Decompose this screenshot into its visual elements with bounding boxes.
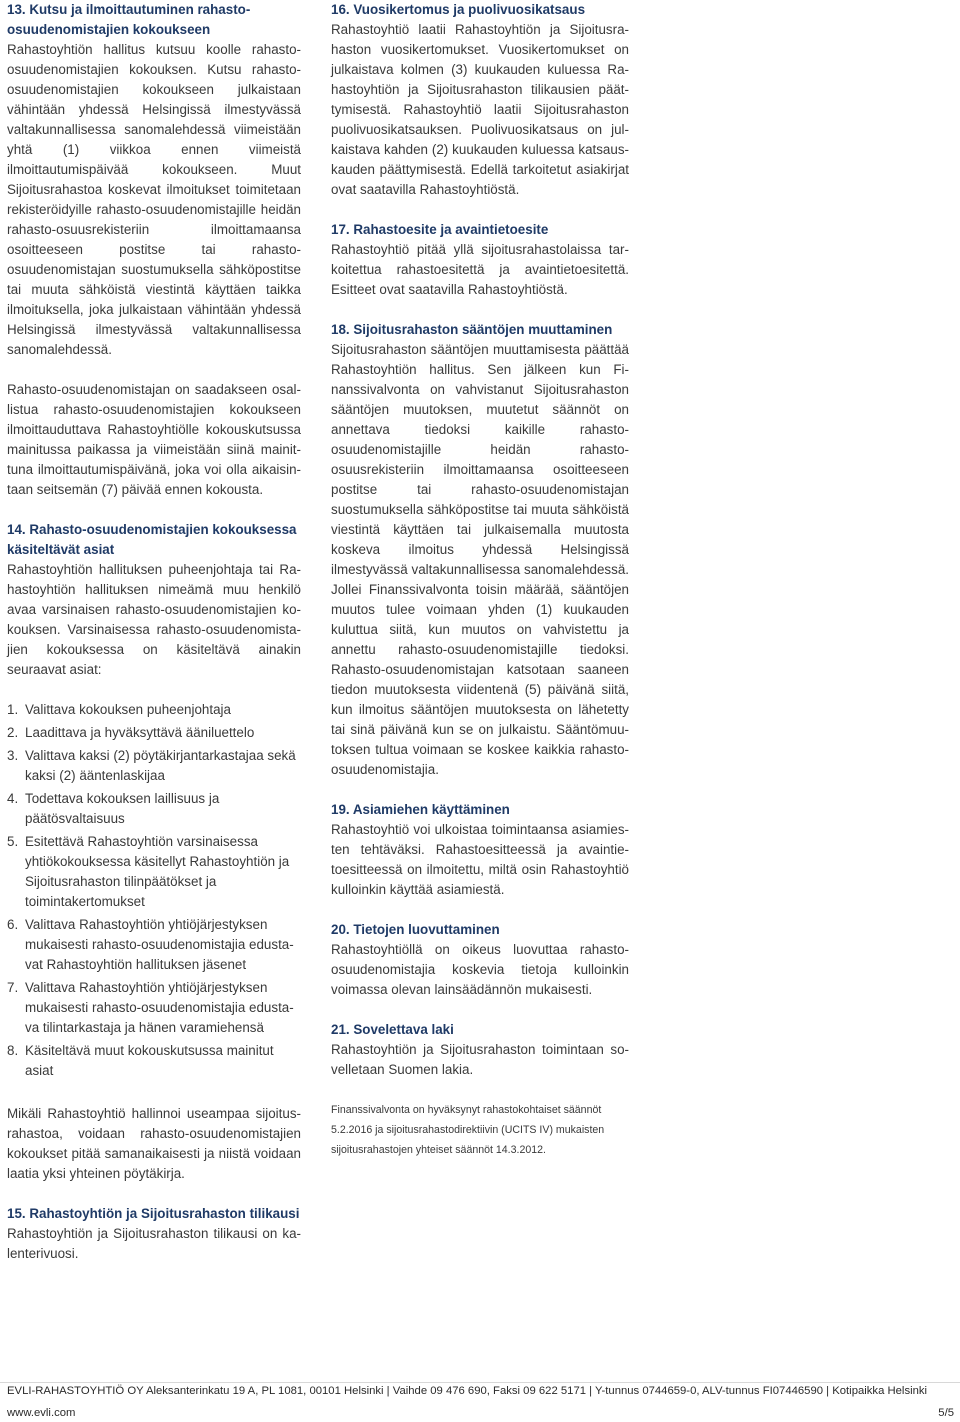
section-14-paragraph-2: Mikäli Rahastoyhtiö hallinnoi useampaa sijoitusrahastoa, voidaan rahasto-osuudenomistajien kokoukset pitää samanaikaisesti ja niistä voidaan laatia yksi yhteinen pöytäkirja. [7,1106,301,1181]
section-14-title: 14. Rahasto-osuudenomistajien kokouksessa käsiteltävät asiat [7,522,297,557]
right-column [331,0,629,1160]
section-13-paragraph-2: Rahasto-osuudenomistajan on saadakseen osallistua rahasto-osuudenomistajien kokoukseen ilmoittauduttava Rahastoyhtiölle kokouskutsussa mainitussa paikassa ja viimeistään siinä mainittuna ilmoittautumispäivänä, joka voi olla aikaisintaan seitsemän (7) päivää ennen kokousta. [7,382,301,497]
section-20-paragraph-1: Rahastoyhtiöllä on oikeus luovuttaa rahasto-osuudenomistajia koskevia tietoja kulloinkin voimassa olevan lainsäädännön mukaisesti. [331,942,629,997]
section-16-title: 16. Vuosikertomus ja puolivuosikatsaus [331,2,586,17]
list-item: 5. Esitettävä Rahastoyhtiön varsinaisessa yhtiökokouksessa käsitellyt Rahastoyhtiön ja Sijoitusrahaston tilinpäätökset ja toimintakertomukset [7,834,290,909]
list-item: 7. Valittava Rahastoyhtiön yhtiöjärjestyksen mukaisesti rahasto-osuudenomistajia edustava tilintarkastaja ja hänen varamiehensä [7,980,294,1035]
section-21-title: 21. Sovelettava laki [331,1022,454,1037]
section-19-paragraph-1: Rahastoyhtiö voi ulkoistaa toimintaansa asiamiesten tehtäväksi. Rahastoesitteessä ja avaintietoesitteessä on ilmoitettu, miltä osin Rahastoyhtiö kulloinkin käyttää asiamiestä. [331,822,629,897]
list-item: 6. Valittava Rahastoyhtiön yhtiöjärjestyksen mukaisesti rahasto-osuudenomistajia edustavat Rahastoyhtiön hallituksen jäsenet [7,917,294,972]
section-14-paragraph-1: Rahastoyhtiön hallituksen puheenjohtaja tai Rahastoyhtiön hallituksen nimeämä muu henkilö avaa varsinaisen rahasto-osuudenomistajien kokouksen. Varsinaisessa rahasto-osuudenomistajien kokouksessa on käsiteltävä ainakin seuraavat asiat: [7,562,301,677]
approval-note: Finanssivalvonta on hyväksynyt rahastokohtaiset säännöt 5.2.2016 ja sijoitusrahastodirektiivin (UCITS IV) mukaisten sijoitusrahastojen yhteiset säännöt 14.3.2012. [331,1104,605,1156]
section-18 [331,320,629,780]
section-15-title: 15. Rahastoyhtiön ja Sijoitusrahaston tilikausi [7,1206,300,1221]
section-21 [331,1020,629,1080]
section-15-paragraph-1: Rahastoyhtiön ja Sijoitusrahaston tilikausi on kalenterivuosi. [7,1226,301,1261]
section-13 [7,0,301,500]
list-item: 4. Todettava kokouksen laillisuus ja päätösvaltaisuus [7,791,220,826]
section-16-paragraph-1: Rahastoyhtiö laatii Rahastoyhtiön ja Sijoitusrahaston vuosikertomukset. Vuosikertomukset on julkaistava kolmen (3) kuukauden kuluessa Rahastoyhtiön ja Sijoitusrahaston tilikausien päättymisestä. Rahastoyhtiö laatii Sijoitusrahaston puolivuosikatsauksen. Puolivuosikatsaus on julkaistava kahden (2) kuukauden kuluessa katsauskauden päättymisestä. Edellä tarkoitetut asiakirjat ovat saatavilla Rahastoyhtiöstä. [331,22,629,197]
section-13-paragraph-1: Rahastoyhtiön hallitus kutsuu koolle rahasto-osuudenomistajien kokouksen. Kutsu rahasto-osuudenomistajien kokoukseen julkaistaan vähintään yhdessä Helsingissä ilmestyvässä valtakunnallisessa sanomalehdessä viimeistään yhtä (1) viikkoa ennen viimeistä ilmoittautumispäivää kokoukseen. Muut Sijoitusrahastoa koskevat ilmoitukset toimitetaan rekisteröidyille rahasto-osuudenomistajille heidän rahasto-osuusrekisteriin ilmoittamaansa osoitteeseen postitse tai rahasto-osuudenomistajan suostumuksella sähköpostitse tai muuta sähköistä viestintä käyttäen taikka ilmoituksella, joka julkaistaan vähintään yhdessä Helsingissä ilmestyvässä valtakunnallisessa sanomalehdessä. [7,42,301,357]
list-item: 3. Valittava kaksi (2) pöytäkirjantarkastajaa sekä kaksi (2) ääntenlaskijaa [7,748,296,783]
section-17-paragraph-1: Rahastoyhtiö pitää yllä sijoitusrahastolaissa tarkoitettua rahastoesitettä ja avaintietoesitettä. Esitteet ovat saatavilla Rahastoyhtiöstä. [331,242,629,297]
left-column [7,0,301,1264]
footer-company-info: EVLI-RAHASTOYHTIÖ OY Aleksanterinkatu 19 A, PL 1081, 00101 Helsinki | Vaihde 09 476 690, Faksi 09 622 5171 | Y-tunnus 0744659-0, ALV-tunnus FI07446590 | Kotipaikka Helsinki [7,1385,928,1397]
list-item: 2. Laadittava ja hyväksyttävä ääniluettelo [7,725,255,740]
list-item: 1. Valittava kokouksen puheenjohtaja [7,702,231,717]
section-13-title: 13. Kutsu ja ilmoittautuminen rahastoosuudenomistajien kokoukseen [7,2,251,37]
list-item: 8. Käsiteltävä muut kokouskutsussa mainitut asiat [7,1043,274,1078]
section-20 [331,920,629,1000]
agenda-list [7,700,301,1081]
section-17 [331,220,629,300]
page-number: 5/5 [938,1407,954,1419]
section-19 [331,800,629,900]
section-17-title: 17. Rahastoesite ja avaintietoesite [331,222,549,237]
section-18-paragraph-1: Sijoitusrahaston sääntöjen muuttamisesta päättää Rahastoyhtiön hallitus. Sen jälkeen kun Finanssivalvonta on vahvistanut Sijoitusrahaston sääntöjen muutoksen, muutetut säännöt on annettava tiedoksi kaikille rahasto-osuudenomistajille heidän rahasto-osuusrekisteriin ilmoittamaansa osoitteeseen postitse tai rahasto-osuudenomistajan suostumuksella sähköpostitse tai muuta sähköistä viestintä käyttäen tai julkaisemalla muutosta koskeva ilmoitus yhdessä Helsingissä ilmestyvässä valtakunnallisessa sanomalehdessä. Jollei Finanssivalvonta toisin määrää, sääntöjen muutos tulee voimaan yhden (1) kuukauden kuluttua siitä, kun muutos on vahvistettu ja annettu rahasto-osuudenomistajille tiedoksi. Rahasto-osuudenomistajan katsotaan saaneen tiedon muutoksesta viidentenä (5) päivänä siitä, kun ilmoitus sääntöjen muutoksesta on lähetetty tai sinä päivänä kun se on julkaistu. Sääntömuutoksen tultua voimaan se koskee kaikkia rahasto-osuudenomistajia. [331,342,629,777]
section-15 [7,1204,301,1264]
section-18-title: 18. Sijoitusrahaston sääntöjen muuttaminen [331,322,613,337]
footer-website-link[interactable]: www.evli.com [7,1407,76,1419]
section-14 [7,520,301,1184]
section-20-title: 20. Tietojen luovuttaminen [331,922,500,937]
section-21-paragraph-1: Rahastoyhtiön ja Sijoitusrahaston toimintaan sovelletaan Suomen lakia. [331,1042,629,1077]
section-19-title: 19. Asiamiehen käyttäminen [331,802,510,817]
section-16 [331,0,629,200]
